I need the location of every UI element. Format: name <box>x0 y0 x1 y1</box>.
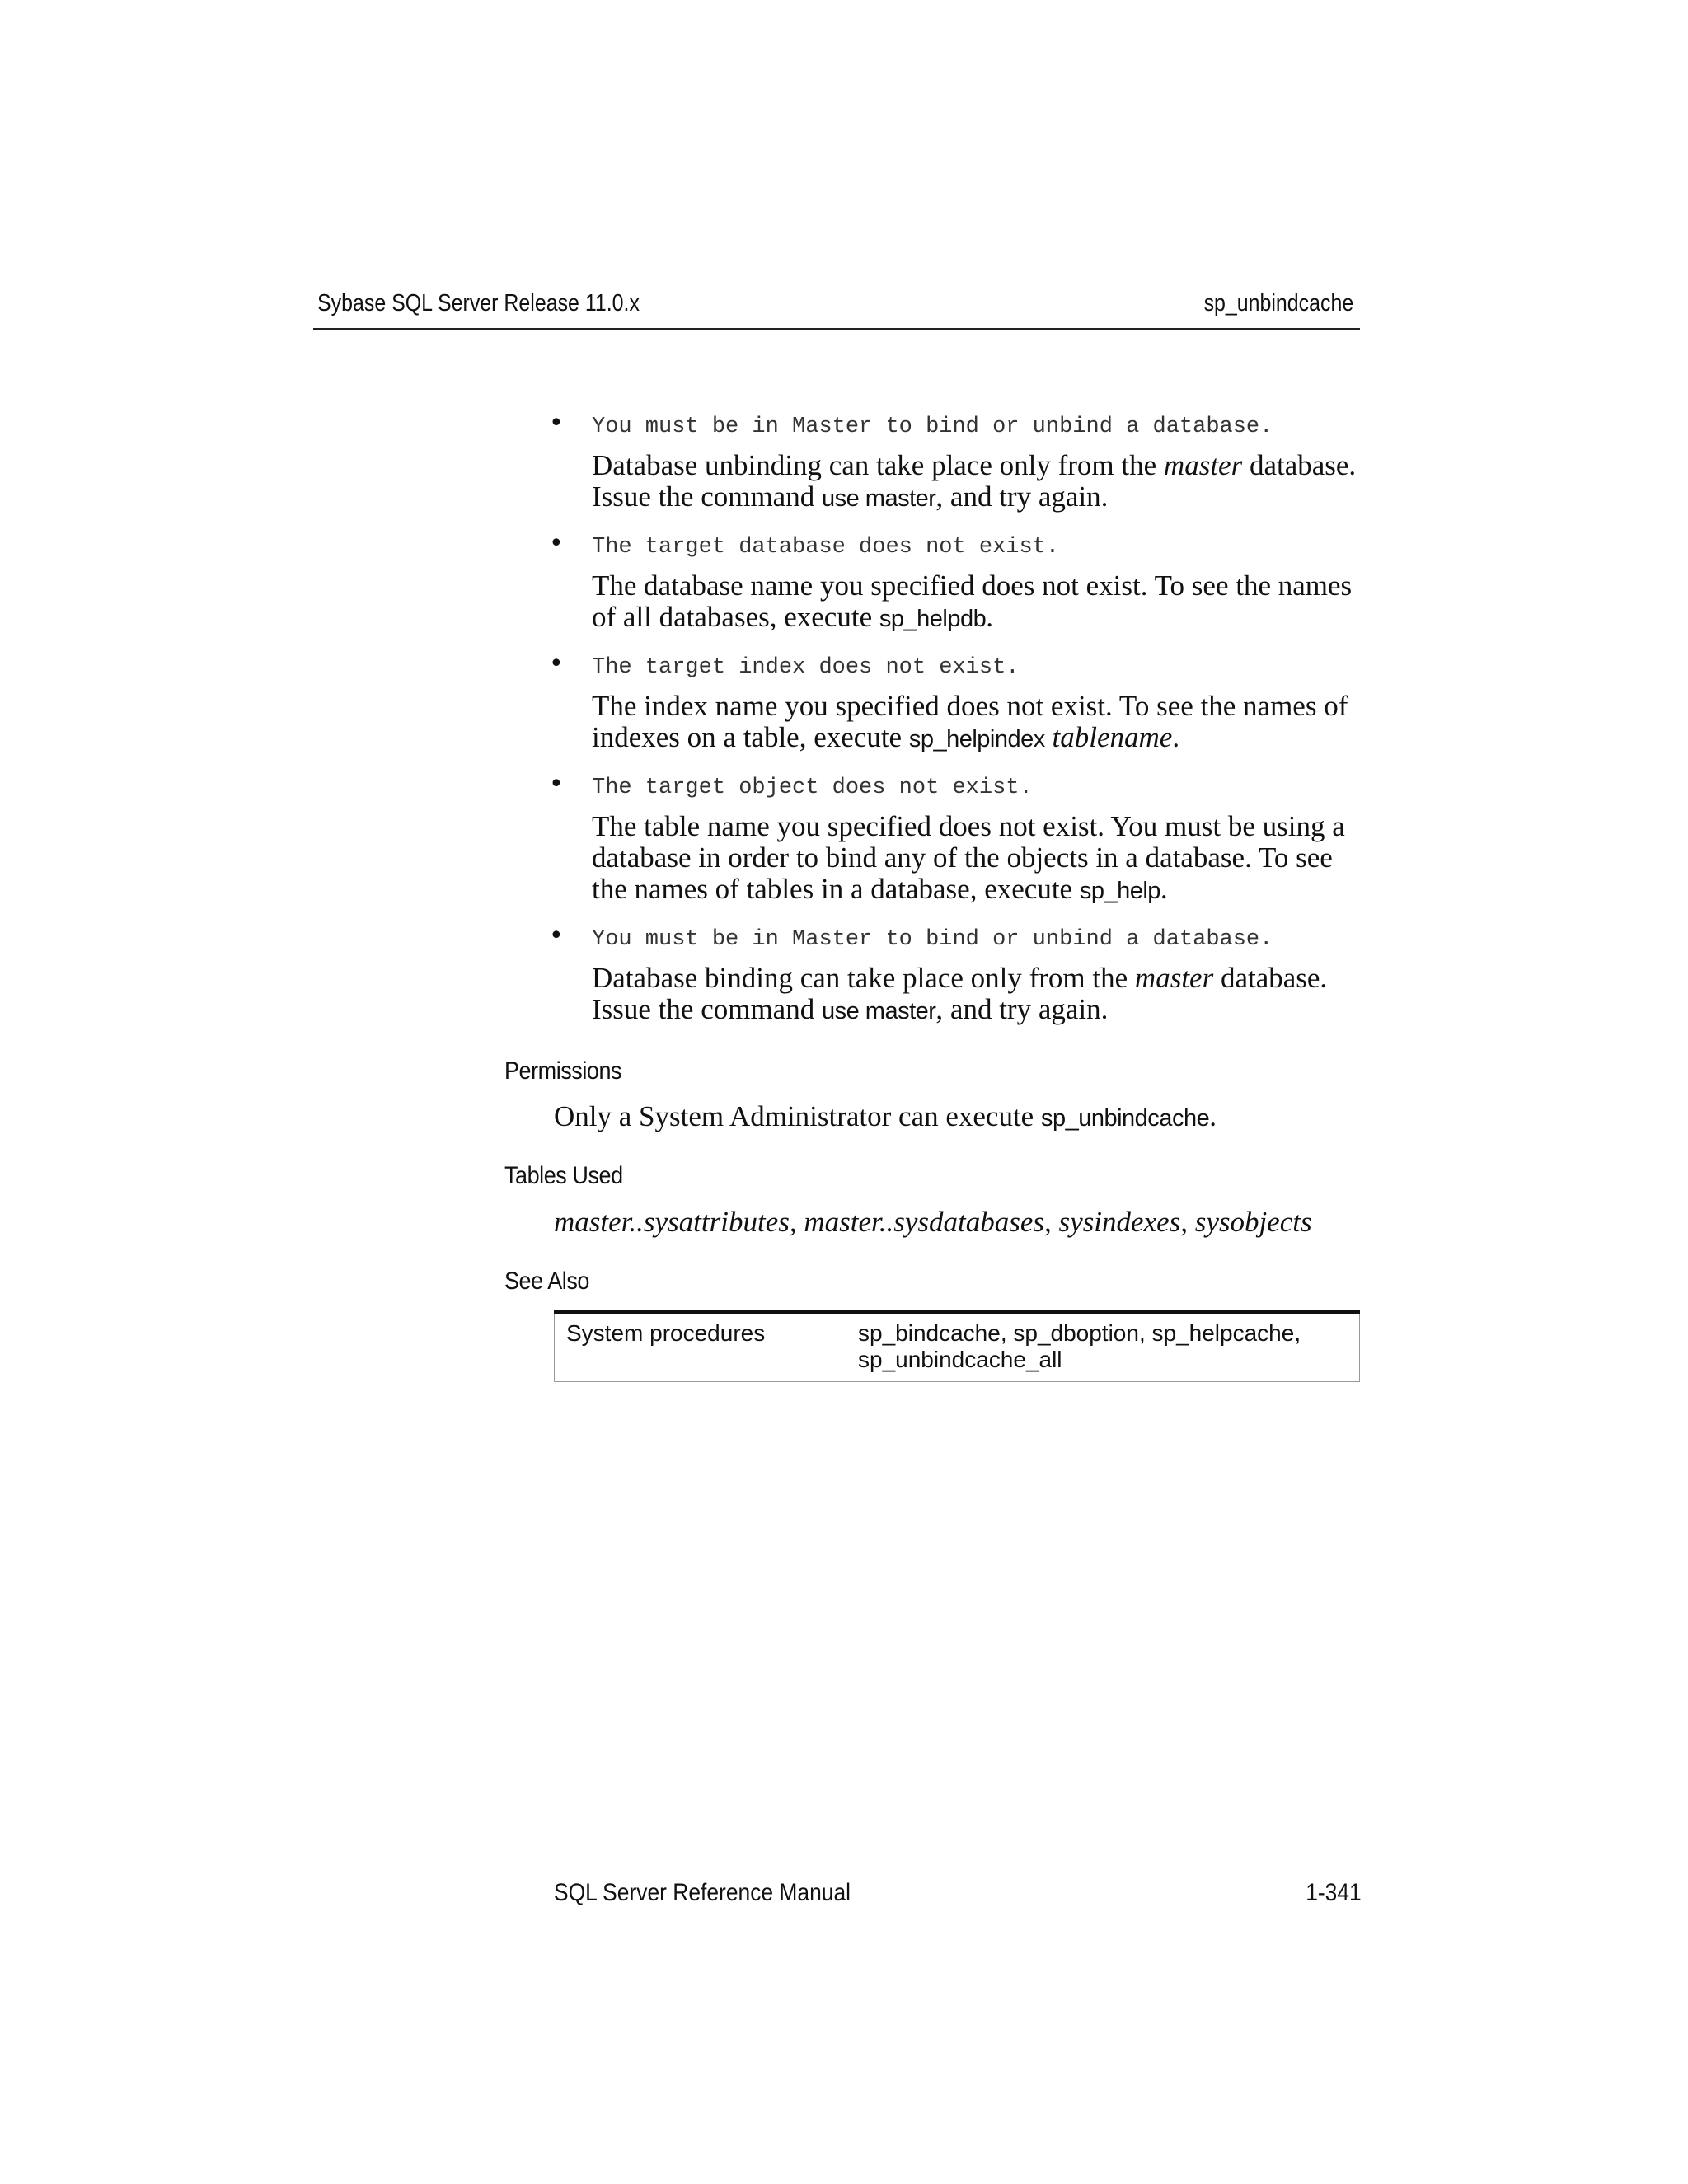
error-explanation: The table name you specified does not exist. You must be using a database in order to bind any of the objects in a database. To see the names of tables in a database, execute sp_help. <box>592 810 1345 905</box>
header-procedure-name: sp_unbindcache <box>1203 290 1353 316</box>
procedure-link[interactable]: sp_bindcache <box>858 1320 1001 1346</box>
bullet-icon: • <box>549 649 564 678</box>
error-explanation: Database binding can take place only from the master database. Issue the command use master, and try again. <box>592 962 1328 1025</box>
tables-used-list: master..sysattributes, master..sysdatabases, sysindexes, sysobjects <box>554 1206 1312 1238</box>
permissions-text: Only a System Administrator can execute sp_unbindcache. <box>554 1100 1217 1132</box>
list-item <box>549 770 1368 907</box>
footer-manual-title: SQL Server Reference Manual <box>554 1879 851 1906</box>
header-title: Sybase SQL Server Release 11.0.x <box>317 290 640 316</box>
error-message: The target index does not exist. <box>592 655 1020 680</box>
page-number: 1-341 <box>1306 1879 1362 1906</box>
procedure-link[interactable]: sp_helpcache <box>1151 1320 1295 1346</box>
procedure-link[interactable]: sp_dboption <box>1013 1320 1139 1346</box>
procedure-link[interactable]: sp_unbindcache_all <box>858 1347 1062 1372</box>
error-explanation: The index name you specified does not exist. To see the names of indexes on a table, execute sp_helpindex tablename. <box>592 690 1348 753</box>
bullet-icon: • <box>549 921 564 950</box>
list-item <box>549 409 1368 514</box>
running-header <box>313 288 1360 330</box>
tables-used-heading: Tables Used <box>504 1162 623 1189</box>
error-message: The target object does not exist. <box>592 776 1033 800</box>
table-row <box>555 1312 1360 1382</box>
error-explanation: The database name you specified does not exist. To see the names of all databases, execute sp_helpdb. <box>592 569 1353 633</box>
see-also-table <box>554 1310 1360 1382</box>
error-message: You must be in Master to bind or unbind a database. <box>592 415 1273 439</box>
see-also-heading: See Also <box>504 1268 589 1295</box>
error-explanation: Database unbinding can take place only from the master database. Issue the command use master, and try again. <box>592 449 1357 513</box>
list-item <box>549 921 1368 1027</box>
table-cell-category: System procedures <box>555 1312 846 1382</box>
bullet-icon: • <box>549 770 564 799</box>
list-item <box>549 529 1368 635</box>
bullet-icon: • <box>549 529 564 558</box>
error-message-list <box>549 409 1368 1043</box>
error-message: You must be in Master to bind or unbind a database. <box>592 927 1273 952</box>
permissions-heading: Permissions <box>504 1057 622 1085</box>
list-item <box>549 649 1368 755</box>
error-message: The target database does not exist. <box>592 535 1060 560</box>
table-cell-procedures: sp_bindcache, sp_dboption, sp_helpcache, sp_unbindcache_all <box>846 1312 1360 1382</box>
bullet-icon: • <box>549 409 564 438</box>
